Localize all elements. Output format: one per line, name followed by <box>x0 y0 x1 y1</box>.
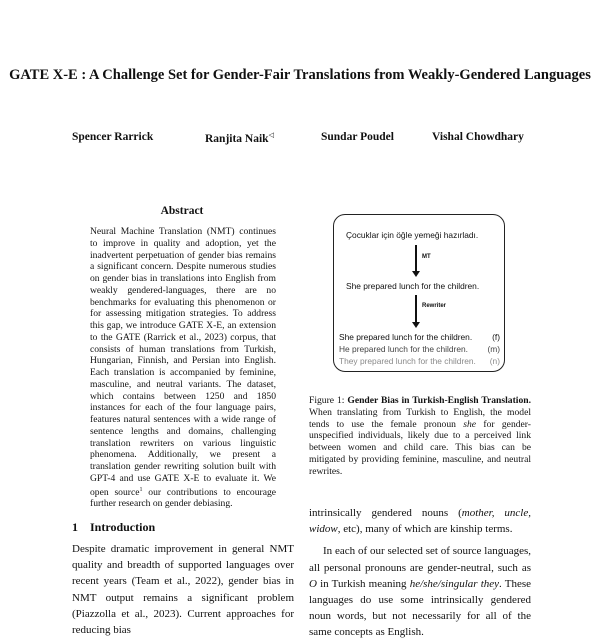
section-number: 1 <box>72 520 78 534</box>
abstract-text-end: our contributions to encourage further research on gender debiasing. <box>90 486 277 510</box>
figure-source-sentence: Çocuklar için öğle yemeği hazırladı. <box>346 230 479 240</box>
paper-title: GATE X-E : A Challenge Set for Gender-Fair Translations from Weakly-Gendered Languages <box>9 67 591 83</box>
author-name: Sundar Poudel <box>321 131 394 143</box>
caption-label: Figure 1: <box>309 395 345 406</box>
arrow-mt-line <box>415 245 417 272</box>
abstract-heading: Abstract <box>160 205 204 217</box>
section-title: Introduction <box>90 520 156 534</box>
arrow-down-icon <box>412 322 420 328</box>
paragraph: intrinsically gendered nouns (mother, uncle, widow, etc), many of which are kinship terms. <box>309 507 531 536</box>
column-2-text <box>309 505 531 641</box>
variant-tag: (n) <box>489 356 500 366</box>
author-name: Spencer Rarrick <box>72 131 154 143</box>
author-1 <box>72 131 153 143</box>
variant-neutral: They prepared lunch for the children. (n) <box>339 356 500 366</box>
arrow-rewriter-label: Rewriter <box>422 303 447 309</box>
variant-feminine: She prepared lunch for the children. (f) <box>339 332 500 342</box>
variant-masculine: He prepared lunch for the children. (m) <box>339 344 500 354</box>
author-name: Ranjita Naik <box>205 132 269 145</box>
footnote-mark: 1 <box>139 486 143 493</box>
author-2 <box>205 131 274 145</box>
arrow-down-icon <box>412 271 420 277</box>
author-name: Vishal Chowdhary <box>432 131 524 143</box>
author-3 <box>321 131 394 143</box>
affiliation-mark: ◁ <box>268 131 274 139</box>
section-heading <box>72 520 155 535</box>
paragraph: In each of our selected set of source languages, all personal pronouns are gender-neutral, such as O in Turkish meaning he/she/singular they. These languages do use some intrinsically gendered noun words, but not necessarily for all of the same concepts as English. <box>309 545 532 639</box>
variant-tag: (m) <box>487 344 500 354</box>
arrow-rewriter-line <box>415 295 417 323</box>
author-4 <box>432 131 524 143</box>
variant-tag: (f) <box>492 332 500 342</box>
figure-mt-output: She prepared lunch for the children. <box>346 281 480 291</box>
figure-1-diagram <box>333 214 505 372</box>
caption-bold: Gender Bias in Turkish-English Translation. <box>347 395 531 406</box>
abstract-text: Neural Machine Translation (NMT) continues to improve in quality and adoption, yet the inadvertent perpetuation of gender bias remains a significant concern. Despite numerous studies on gender bias in translations into English from weakly gendered-languages, there are no benchmarks for evaluating this phenomenon or for assessing mitigation strategies. To address this gap, we introduce GATE X-E, an extension to the GATE (Rarrick et al., 2023) corpus, that consists of human translations from Turkish, Hungarian, Finnish, and Persian into English. Each translation is accompanied by feminine, masculine, and neutral variants. The dataset, which contains between 1250 and 1850 instances for each of the four language pairs, features natural sentences with a wide range of sentence lengths and domains, challenging translation rewriters on various linguistic phenomena. Additionally, we present a translation gender rewriting solution built with GPT-4 and use GATE X-E to evaluate it. We open source <box>90 226 276 498</box>
figure-caption: Figure 1: Gender Bias in Turkish-English Translation. When translating from Turkish to English, the model tends to use the female pronoun she for gender-unspecified individuals, likely due to a perceived link between women and child care. This bias can be mitigated by providing feminine, masculine, and neutral rewrites. <box>309 395 531 477</box>
abstract-body <box>90 226 276 510</box>
arrow-mt-label: MT <box>422 254 431 260</box>
intro-paragraph: Despite dramatic improvement in general NMT quality and breadth of supported languages over recent years (Team et al., 2022), gender bias in NMT output remains a significant problem (Piazzolla et al., 2023). Current approaches for reducing bias <box>72 543 294 637</box>
